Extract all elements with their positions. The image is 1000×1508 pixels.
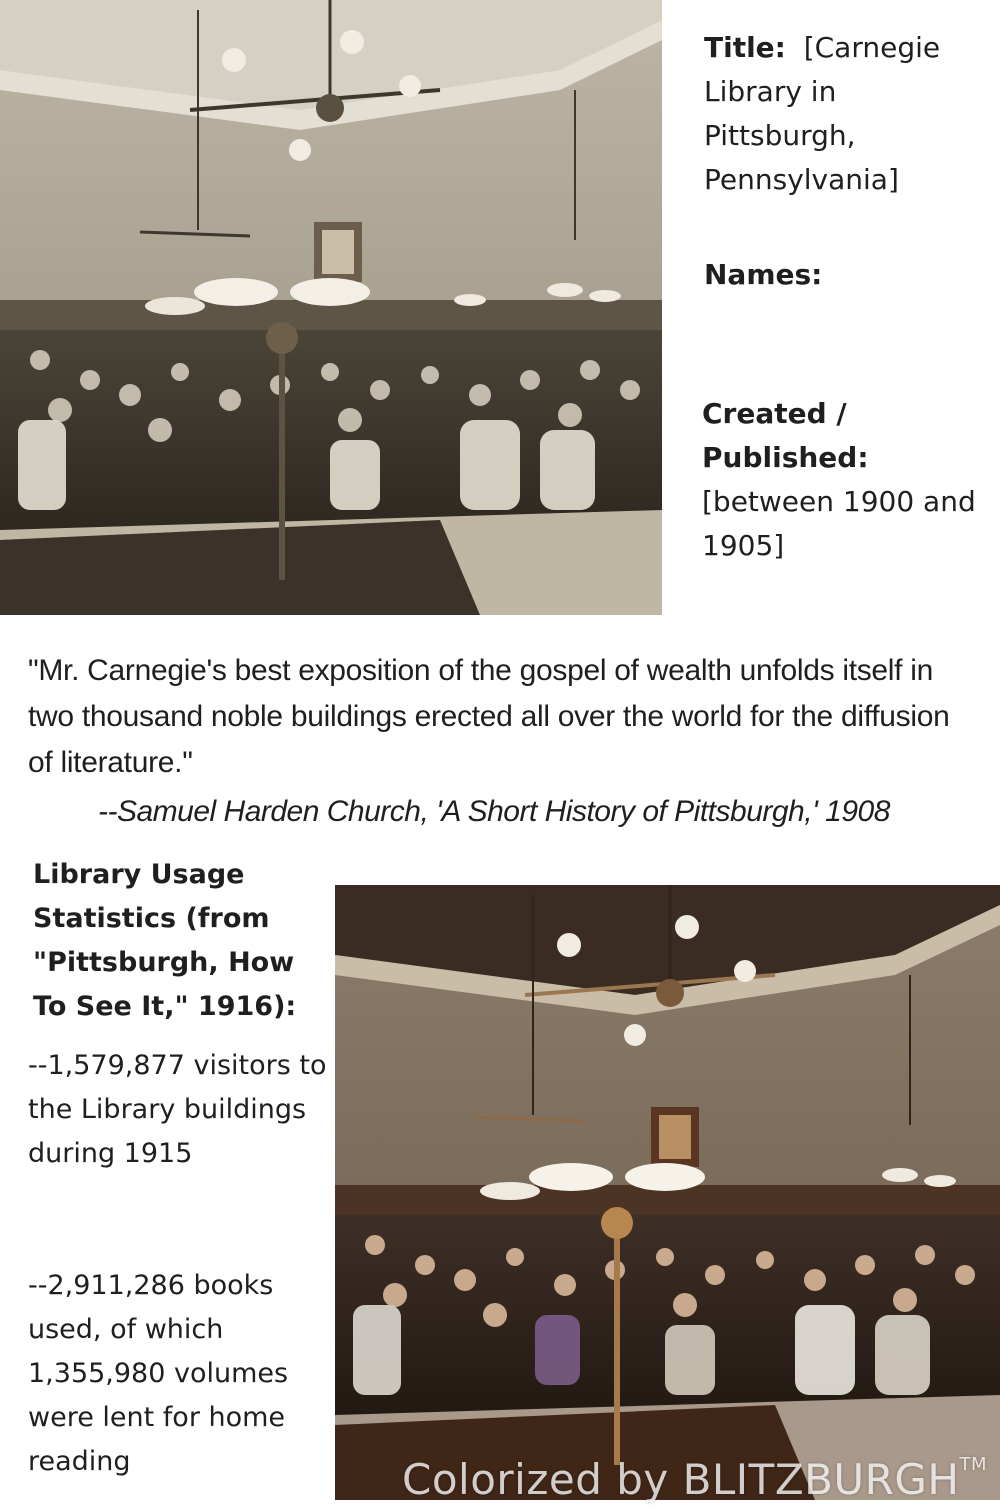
colorized-by-watermark <box>402 1437 987 1508</box>
trademark-mark: TM <box>959 1454 988 1475</box>
created-value: [between 1900 and 1905] <box>702 485 976 562</box>
names-label: Names: <box>704 258 823 291</box>
title-label: Title: <box>704 31 786 64</box>
names-field <box>704 253 994 297</box>
stat-visitors: --1,579,877 visitors to the Library buildings during 1915 <box>28 1050 327 1169</box>
watermark-text: Colorized by BLITZBURGH <box>402 1455 960 1504</box>
library-photo-colorized <box>335 885 1000 1500</box>
library-photo-original <box>0 0 662 615</box>
stat-books: --2,911,286 books used, of which 1,355,980 volumes were lent for home reading <box>28 1270 289 1477</box>
title-field <box>704 26 994 202</box>
created-label: Created / Published: <box>702 397 869 474</box>
carnegie-quote: "Mr. Carnegie's best exposition of the gospel of wealth unfolds itself in two thousand noble buildings erected all over the world for the diffusion of literature." <box>28 654 950 779</box>
created-field <box>702 392 992 568</box>
quote-attribution: --Samuel Harden Church, 'A Short History of Pittsburgh,' 1908 <box>98 795 890 828</box>
stats-heading: Library Usage Statistics (from "Pittsburgh, How To See It," 1916): <box>33 859 297 1022</box>
title-value: [Carnegie Library in Pittsburgh, Pennsylvania] <box>704 31 941 196</box>
